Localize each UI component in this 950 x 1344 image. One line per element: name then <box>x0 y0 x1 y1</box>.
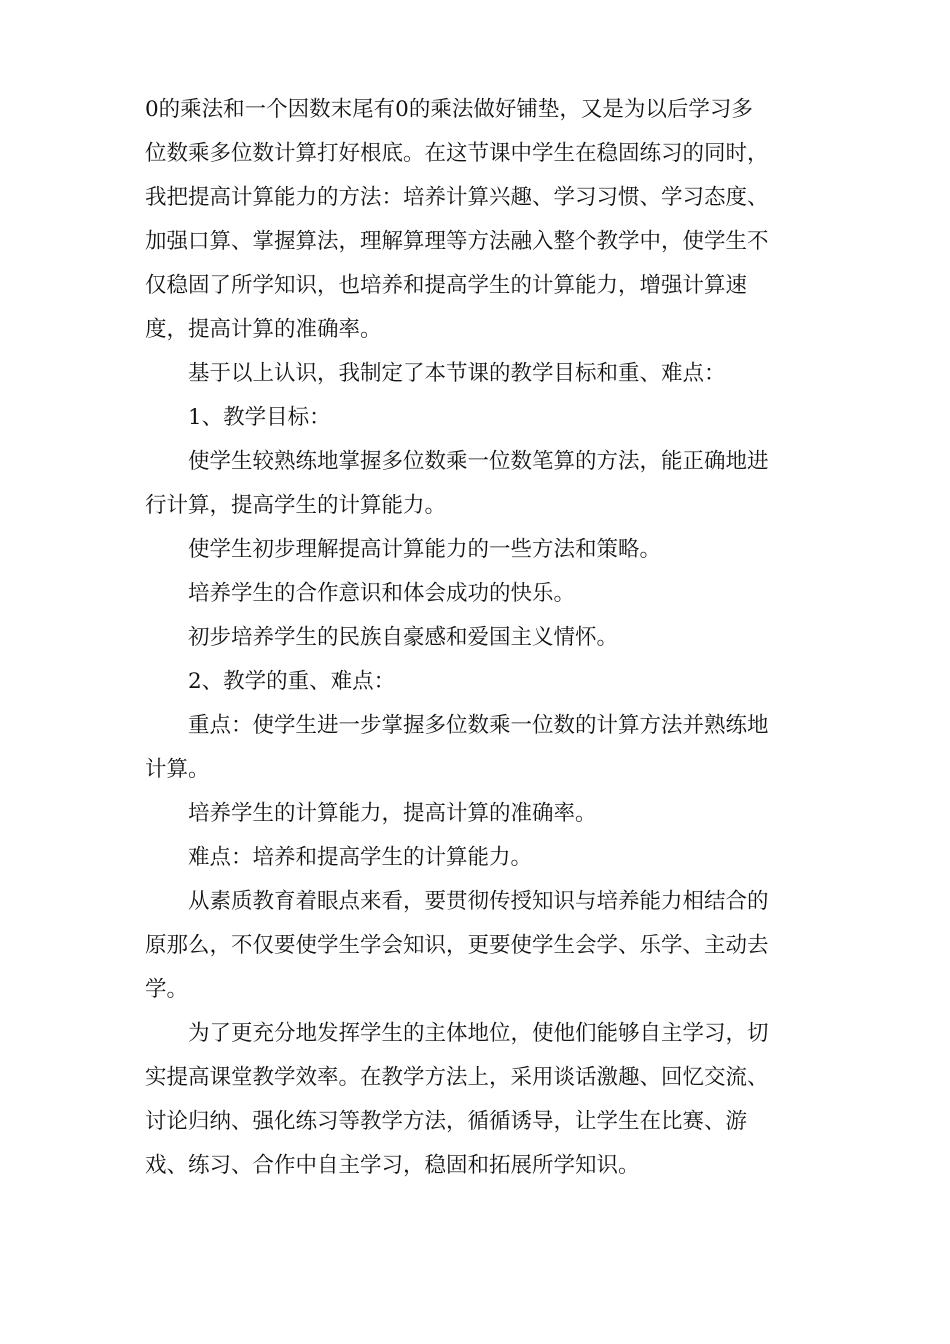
text-line-13: 初步培养学生的民族自豪感和爱国主义情怀。 <box>188 625 619 650</box>
text-line-17: 培养学生的计算能力，提高计算的准确率。 <box>188 801 597 826</box>
text-line-3: 我把提高计算能力的方法：培养计算兴趣、学习习惯、学习态度、 <box>145 185 769 210</box>
text-line-2: 位数乘多位数计算打好根底。在这节课中学生在稳固练习的同时， <box>145 141 769 166</box>
text-line-24: 讨论归纳、强化练习等教学方法，循循诱导，让学生在比赛、游 <box>145 1109 748 1134</box>
text-line-11: 使学生初步理解提高计算能力的一些方法和策略。 <box>188 537 662 562</box>
text-line-5: 仅稳固了所学知识，也培养和提高学生的计算能力，增强计算速 <box>145 273 748 298</box>
section-heading-key-points: 2、教学的重、难点： <box>188 669 396 694</box>
text-line-12: 培养学生的合作意识和体会成功的快乐。 <box>188 581 576 606</box>
text-line-1: 0的乘法和一个因数末尾有0的乘法做好铺垫，又是为以后学习多 <box>145 97 753 122</box>
text-line-21: 学。 <box>145 977 189 1002</box>
text-line-20: 原那么，不仅要使学生学会知识，更要使学生会学、乐学、主动去 <box>145 933 769 958</box>
section-heading-teaching-goals: 1、教学目标： <box>188 405 331 430</box>
text-line-18: 难点：培养和提高学生的计算能力。 <box>188 845 533 870</box>
text-line-6: 度，提高计算的准确率。 <box>145 317 382 342</box>
text-line-10: 行计算，提高学生的计算能力。 <box>145 493 447 518</box>
text-line-25: 戏、练习、合作中自主学习，稳固和拓展所学知识。 <box>145 1153 640 1178</box>
text-line-15: 重点：使学生进一步掌握多位数乘一位数的计算方法并熟练地 <box>188 713 769 738</box>
document-body <box>145 88 805 1188</box>
text-line-7: 基于以上认识，我制定了本节课的教学目标和重、难点： <box>188 361 726 386</box>
text-line-9: 使学生较熟练地掌握多位数乘一位数笔算的方法，能正确地进 <box>188 449 769 474</box>
text-line-23: 实提高课堂教学效率。在教学方法上，采用谈话激趣、回忆交流、 <box>145 1065 769 1090</box>
text-line-4: 加强口算、掌握算法，理解算理等方法融入整个教学中，使学生不 <box>145 229 769 254</box>
text-line-22: 为了更充分地发挥学生的主体地位，使他们能够自主学习，切 <box>188 1021 769 1046</box>
text-line-16: 计算。 <box>145 757 210 782</box>
text-line-19: 从素质教育着眼点来看，要贯彻传授知识与培养能力相结合的 <box>188 889 769 914</box>
